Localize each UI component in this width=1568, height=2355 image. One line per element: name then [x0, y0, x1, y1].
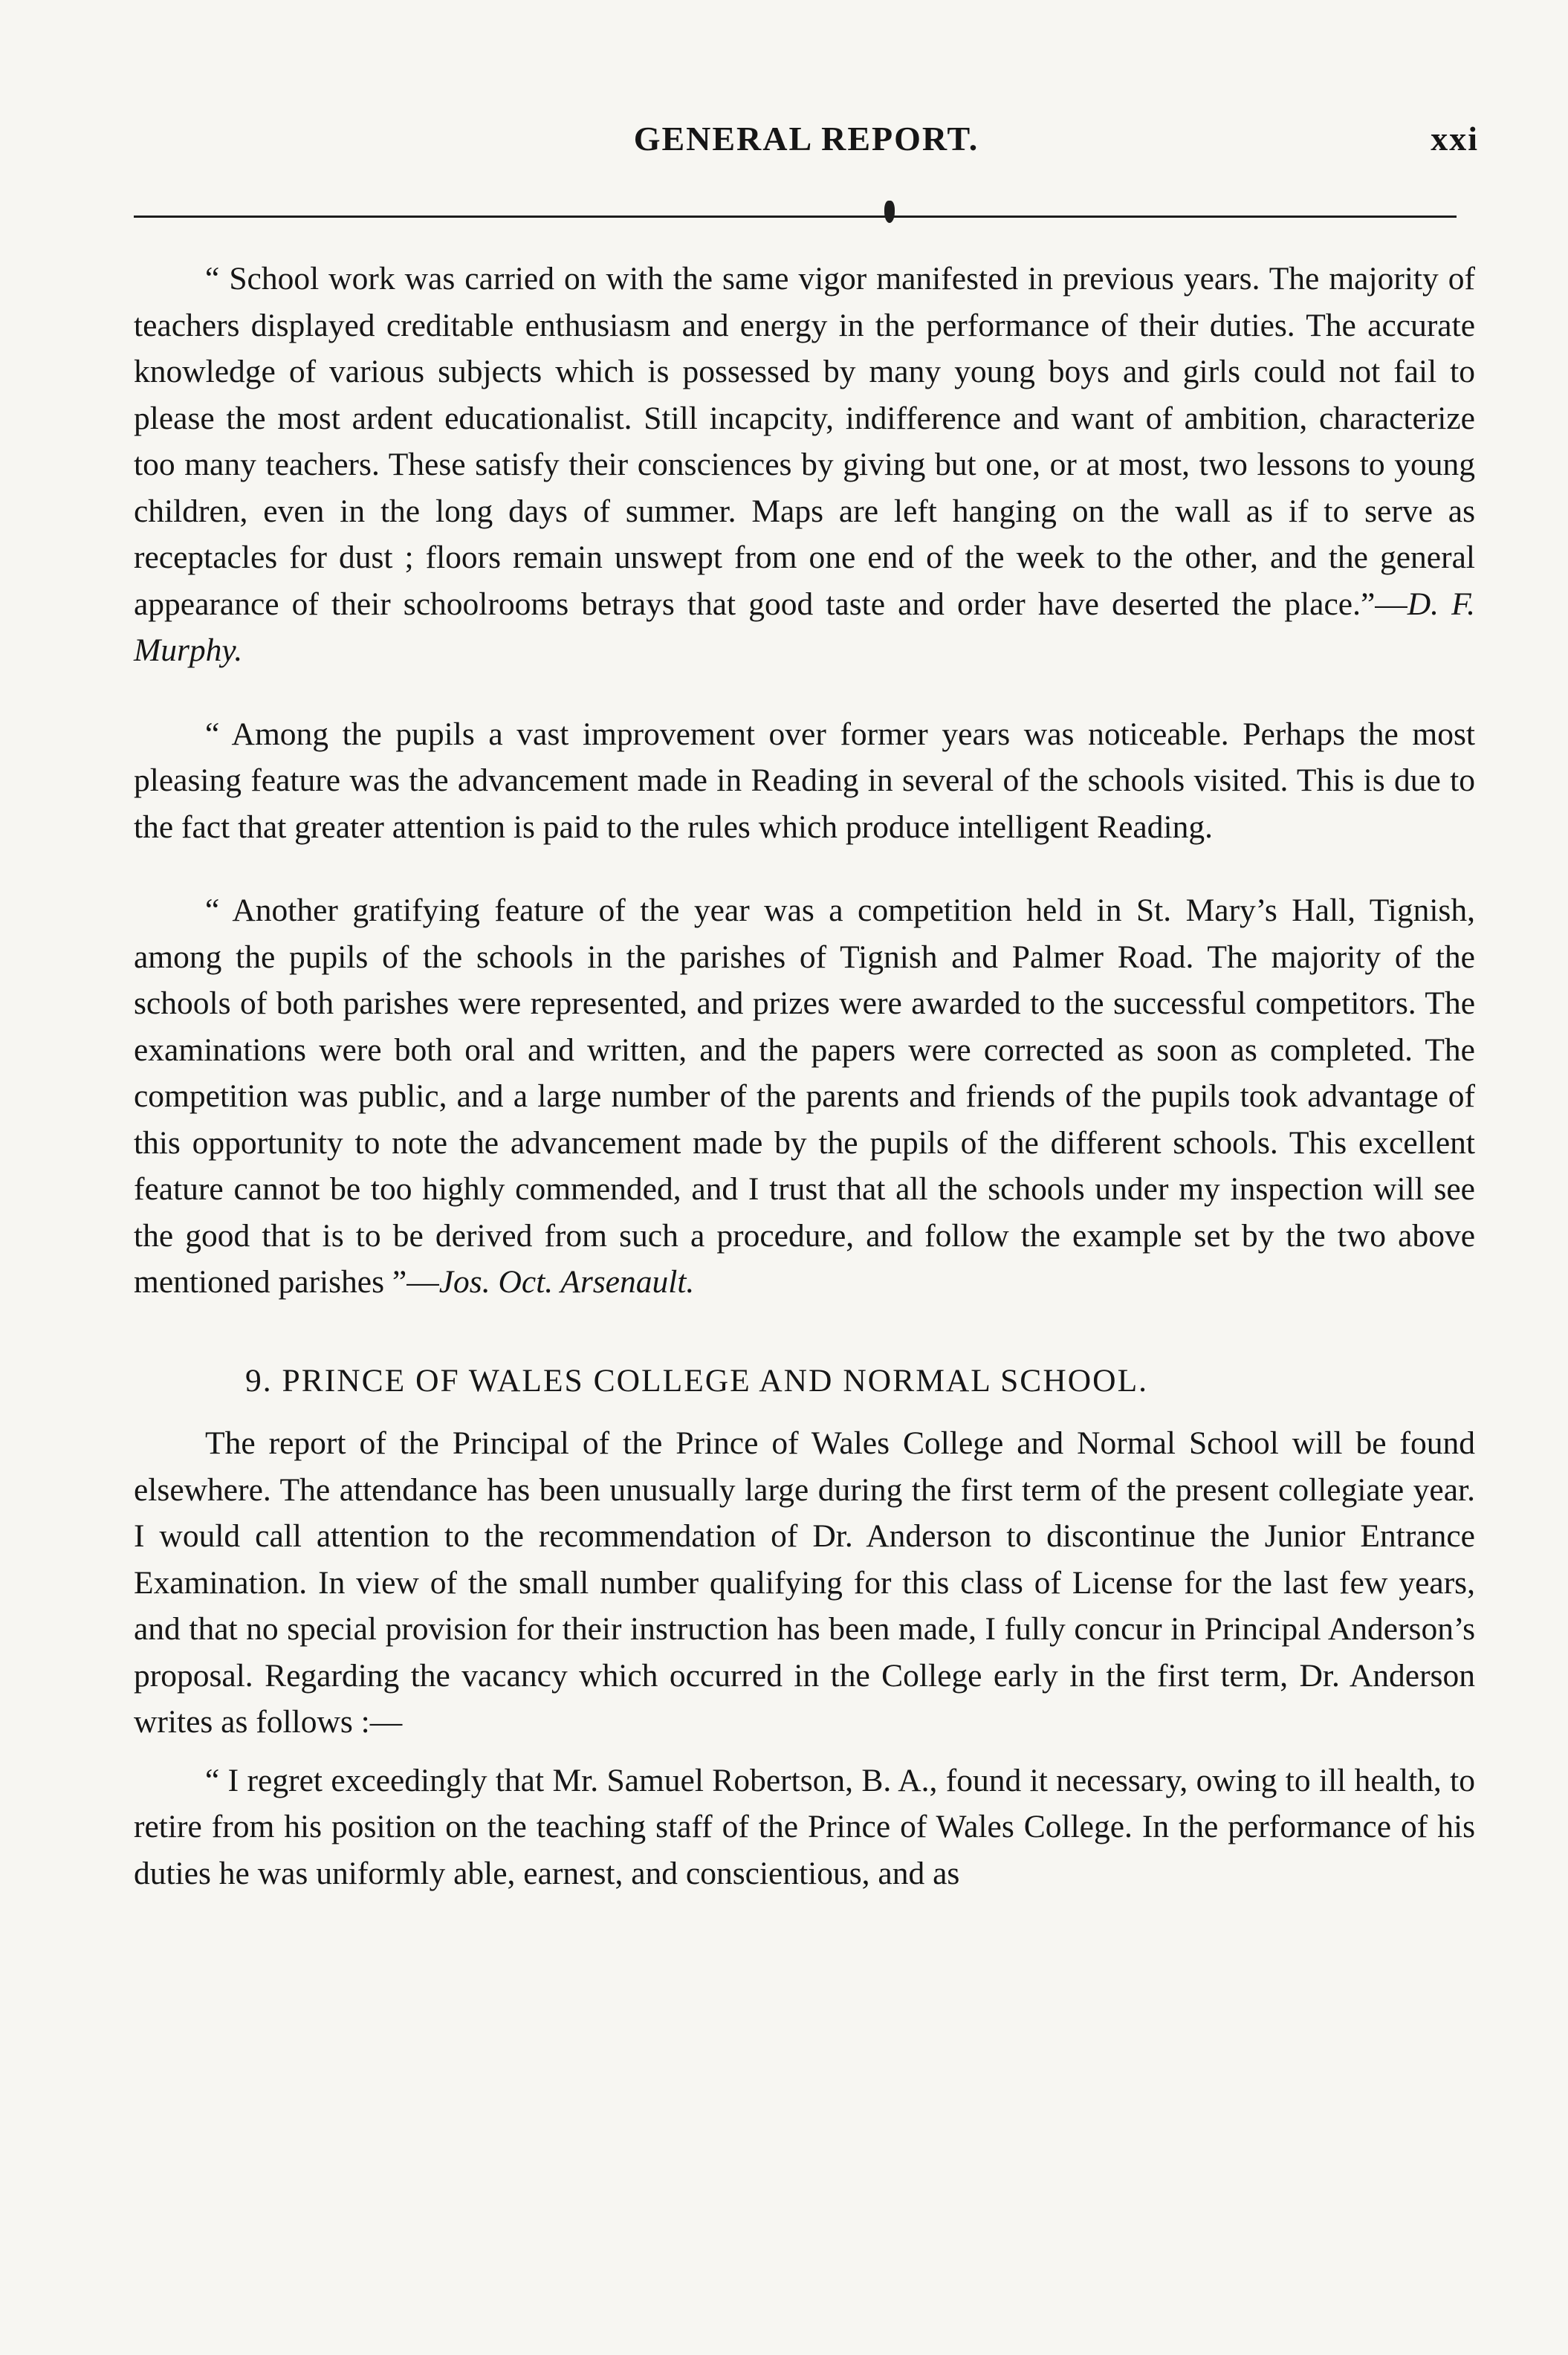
- paragraph-text: “ School work was carried on with the same vigor manifested in previous years. The majority of teachers displayed creditable enthusiasm and energy in the performance of their duties. The accurate knowledge of various subjects which is possessed by many young boys and girls could not fail to please the most ardent educationalist. Still incapcity, indifference and want of ambition, characterize too many teachers. These satisfy their consciences by giving but one, or at most, two lessons to young children, even in the long days of summer. Maps are left hanging on the wall as if to serve as receptacles for dust ; floors remain unswept from one end of the week to the other, and the general appearance of their schoolrooms betrays that good taste and order have deserted the place.”—: [134, 261, 1475, 622]
- signature-arsenault: Jos. Oct. Arsenault.: [438, 1264, 695, 1300]
- body-text: [134, 256, 1475, 1896]
- page-number: xxi: [1431, 120, 1479, 158]
- paragraph-murphy-quote: [134, 256, 1475, 674]
- rule-ornament: [884, 201, 895, 223]
- paragraph-text: “ I regret exceedingly that Mr. Samuel Robertson, B. A., found it necessary, owing to ill health, to retire from his position on the teaching staff of the Prince of Wales College. In the performance of his duties he was uniformly able, earnest, and conscientious, and as: [134, 1762, 1475, 1891]
- paragraph-college-report: [134, 1420, 1475, 1746]
- paragraph-reading-improvement: [134, 711, 1475, 851]
- paragraph-text: “ Another gratifying feature of the year was a competition held in St. Mary’s Hall, Tignish, among the pupils of the schools in the parishes of Tignish and Palmer Road. The majority of the schools of both parishes were represented, and prizes were awarded to the successful competitors. The examinations were both oral and written, and the papers were corrected as soon as completed. The competition was public, and a large number of the parents and friends of the pupils took advantage of this opportunity to note the advancement made by the pupils of the different schools. This excellent feature cannot be too highly commended, and I trust that all the schools under my inspection will see the good that is to be derived from such a procedure, and follow the example set by the two above mentioned parishes ”—: [134, 893, 1475, 1300]
- section-heading: 9. PRINCE OF WALES COLLEGE AND NORMAL SCHOOL.: [245, 1362, 1149, 1399]
- paragraph-anderson-quote: [134, 1758, 1475, 1897]
- paragraph-text: The report of the Principal of the Prince of Wales College and Normal School will be found elsewhere. The attendance has been unusually large during the first term of the present collegiate year. I would call attention to the recommendation of Dr. Anderson to discontinue the Junior Entrance Examination. In view of the small number qualifying for this class of License for the last few years, and that no special provision for their instruction has been made, I fully concur in Principal Anderson’s proposal. Regarding the vacancy which occurred in the College early in the first term, Dr. Anderson writes as follows :—: [134, 1425, 1475, 1740]
- header-rule: [134, 216, 1457, 218]
- running-title: GENERAL REPORT.: [633, 120, 979, 158]
- page-header: [134, 119, 1479, 171]
- signature-murphy: D. F. Murphy.: [134, 586, 1475, 668]
- paragraph-competition: [134, 887, 1475, 1306]
- paragraph-text: “ Among the pupils a vast improvement over former years was noticeable. Perhaps the most pleasing feature was the advancement made in Reading in several of the schools visited. This is due to the fact that greater attention is paid to the rules which produce intelligent Reading.: [134, 716, 1475, 845]
